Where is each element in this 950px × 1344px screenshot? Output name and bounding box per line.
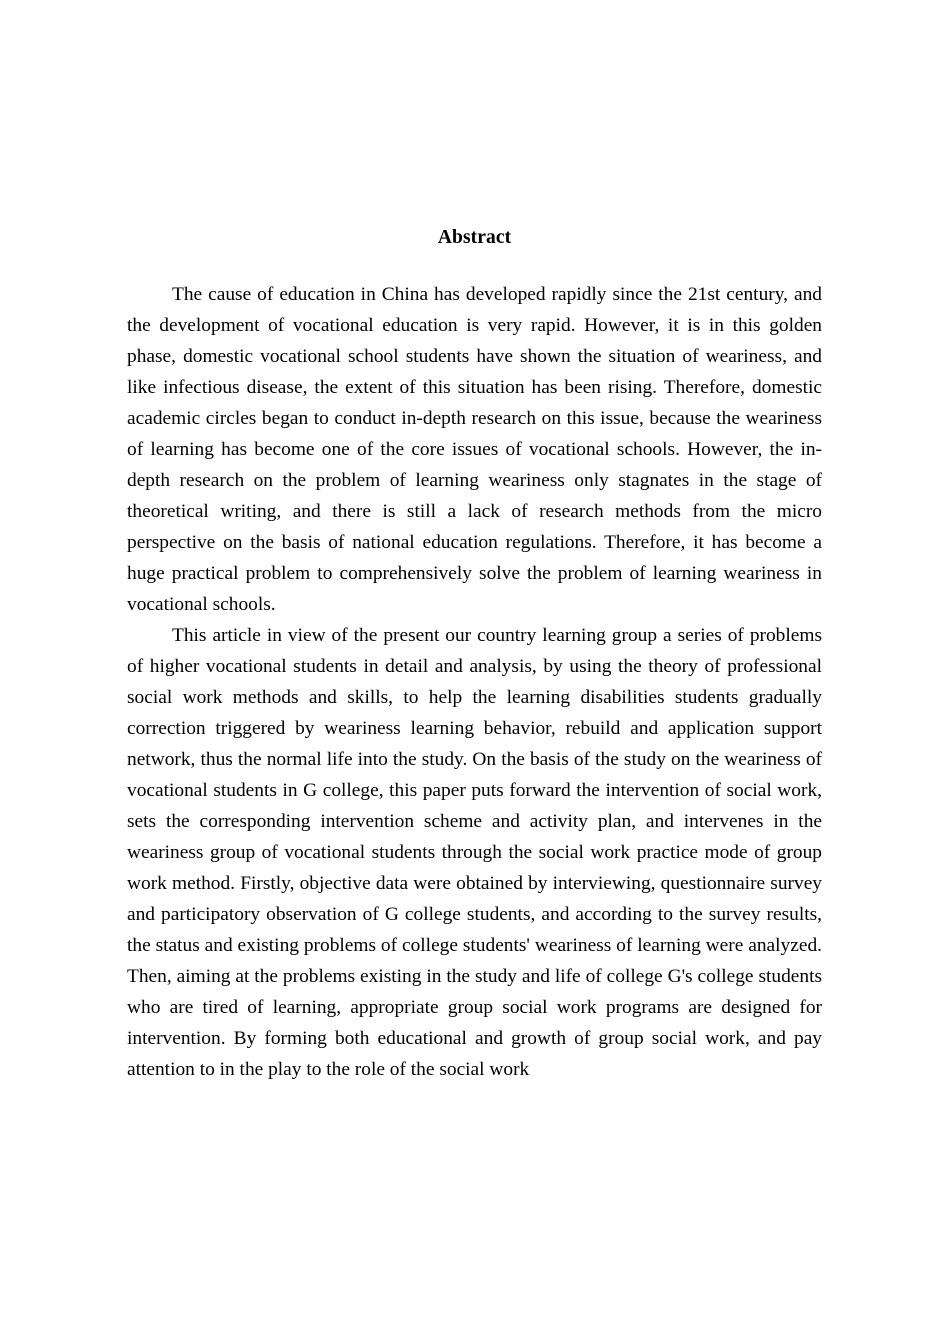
abstract-paragraph-2: This article in view of the present our country learning group a series of problems of higher vocational students in detail and analysis, by using the theory of professional social work methods and skills, to help the learning disabilities students gradually correction triggered by weariness learning behavior, rebuild and application support network, thus the normal life into the study. On the basis of the study on the weariness of vocational students in G college, this paper puts forward the intervention of social work, sets the corresponding intervention scheme and activity plan, and intervenes in the weariness group of vocational students through the social work practice mode of group work method. Firstly, objective data were obtained by interviewing, questionnaire survey and participatory observation of G college students, and according to the survey results, the status and existing problems of college students' weariness of learning were analyzed. Then, aiming at the problems existing in the study and life of college G's college students who are tired of learning, appropriate group social work programs are designed for intervention. By forming both educational and growth of group social work, and pay attention to in the play to the role of the social work bbox=[127, 625, 822, 1080]
page-title: Abstract bbox=[437, 227, 512, 248]
document-text-block bbox=[127, 222, 822, 1085]
abstract-paragraph-1: The cause of education in China has developed rapidly since the 21st century, and the development of vocational education is very rapid. However, it is in this golden phase, domestic vocational school students have shown the situation of weariness, and like infectious disease, the extent of this situation has been rising. Therefore, domestic academic circles began to conduct in-depth research on this issue, because the weariness of learning has become one of the core issues of vocational schools. However, the in-depth research on the problem of learning weariness only stagnates in the stage of theoretical writing, and there is still a lack of research methods from the micro perspective on the basis of national education regulations. Therefore, it has become a huge practical problem to comprehensively solve the problem of learning weariness in vocational schools. bbox=[127, 284, 822, 615]
